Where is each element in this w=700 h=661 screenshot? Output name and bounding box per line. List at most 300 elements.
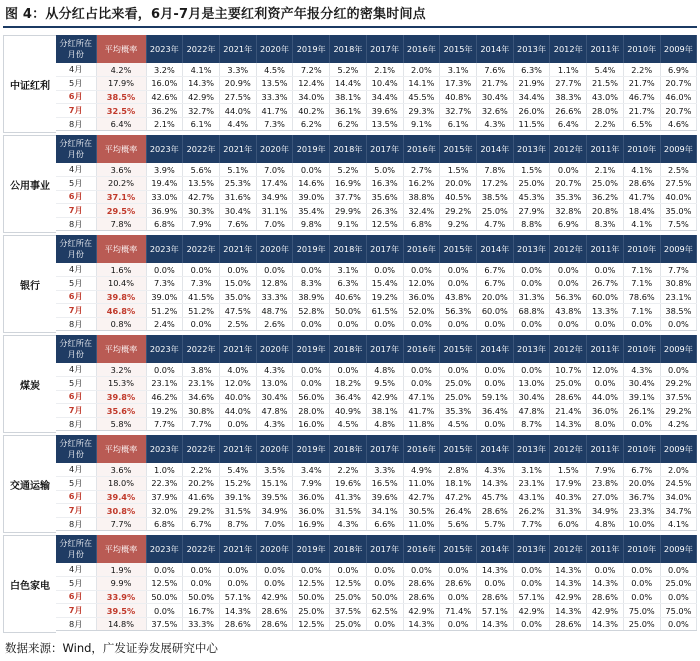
value-cell: 0.0% bbox=[293, 377, 330, 391]
value-cell: 0.0% bbox=[183, 263, 220, 277]
value-cell: 5.1% bbox=[219, 163, 256, 177]
header-year: 2013年 bbox=[513, 435, 550, 463]
header-year: 2019年 bbox=[293, 135, 330, 163]
avg-probability-cell: 39.5% bbox=[96, 604, 146, 618]
value-cell: 26.2% bbox=[513, 504, 550, 518]
value-cell: 5.6% bbox=[183, 163, 220, 177]
value-cell: 0.0% bbox=[330, 563, 367, 577]
header-year: 2013年 bbox=[513, 135, 550, 163]
value-cell: 37.5% bbox=[660, 390, 697, 404]
header-year: 2009年 bbox=[660, 135, 697, 163]
value-cell: 21.9% bbox=[513, 77, 550, 91]
month-cell: 5月 bbox=[56, 377, 96, 391]
avg-probability-cell: 35.6% bbox=[96, 404, 146, 418]
panel-label: 中证红利 bbox=[3, 35, 56, 133]
header-year: 2011年 bbox=[587, 335, 624, 363]
value-cell: 0.0% bbox=[146, 363, 183, 377]
value-cell: 0.0% bbox=[366, 617, 403, 631]
value-cell: 40.8% bbox=[440, 90, 477, 104]
value-cell: 0.0% bbox=[219, 263, 256, 277]
value-cell: 36.0% bbox=[587, 404, 624, 418]
value-cell: 0.0% bbox=[623, 590, 660, 604]
value-cell: 60.0% bbox=[476, 304, 513, 318]
value-cell: 68.8% bbox=[513, 304, 550, 318]
value-cell: 27.7% bbox=[550, 77, 587, 91]
avg-probability-cell: 33.9% bbox=[96, 590, 146, 604]
value-cell: 71.4% bbox=[440, 604, 477, 618]
value-cell: 25.0% bbox=[293, 604, 330, 618]
panel-2 bbox=[3, 235, 697, 333]
value-cell: 5.7% bbox=[476, 517, 513, 531]
value-cell: 0.0% bbox=[476, 577, 513, 591]
source-note: 数据来源：Wind，广发证券发展研究中心 bbox=[5, 641, 218, 655]
value-cell: 31.3% bbox=[550, 504, 587, 518]
month-cell: 5月 bbox=[56, 577, 96, 591]
value-cell: 36.7% bbox=[623, 490, 660, 504]
value-cell: 56.3% bbox=[550, 290, 587, 304]
value-cell: 28.6% bbox=[256, 604, 293, 618]
value-cell: 4.3% bbox=[330, 517, 367, 531]
header-month: 分红所在月份 bbox=[56, 35, 96, 63]
value-cell: 0.0% bbox=[183, 563, 220, 577]
header-year: 2014年 bbox=[476, 35, 513, 63]
value-cell: 40.0% bbox=[219, 390, 256, 404]
table-row bbox=[56, 104, 697, 118]
value-cell: 4.0% bbox=[219, 363, 256, 377]
value-cell: 0.0% bbox=[660, 563, 697, 577]
value-cell: 4.5% bbox=[256, 63, 293, 77]
dividend-table bbox=[56, 135, 697, 231]
value-cell: 28.6% bbox=[550, 617, 587, 631]
value-cell: 3.1% bbox=[440, 63, 477, 77]
month-cell: 7月 bbox=[56, 104, 96, 118]
value-cell: 3.3% bbox=[366, 463, 403, 477]
month-cell: 7月 bbox=[56, 604, 96, 618]
value-cell: 33.3% bbox=[183, 617, 220, 631]
value-cell: 47.5% bbox=[219, 304, 256, 318]
month-cell: 7月 bbox=[56, 404, 96, 418]
value-cell: 61.5% bbox=[366, 304, 403, 318]
value-cell: 4.3% bbox=[476, 117, 513, 131]
value-cell: 2.2% bbox=[183, 463, 220, 477]
value-cell: 6.5% bbox=[623, 117, 660, 131]
value-cell: 2.4% bbox=[146, 317, 183, 331]
header-year: 2015年 bbox=[440, 135, 477, 163]
value-cell: 30.4% bbox=[513, 390, 550, 404]
value-cell: 0.0% bbox=[256, 563, 293, 577]
value-cell: 57.1% bbox=[476, 604, 513, 618]
header-year: 2018年 bbox=[330, 35, 367, 63]
table-row bbox=[56, 617, 697, 631]
value-cell: 9.2% bbox=[440, 217, 477, 231]
value-cell: 6.6% bbox=[366, 517, 403, 531]
value-cell: 2.1% bbox=[366, 63, 403, 77]
month-cell: 4月 bbox=[56, 463, 96, 477]
value-cell: 75.0% bbox=[623, 604, 660, 618]
header-month: 分红所在月份 bbox=[56, 235, 96, 263]
panel-label: 交通运输 bbox=[3, 435, 56, 533]
value-cell: 50.0% bbox=[330, 304, 367, 318]
value-cell: 28.6% bbox=[440, 577, 477, 591]
avg-probability-cell: 18.0% bbox=[96, 477, 146, 491]
value-cell: 7.6% bbox=[476, 63, 513, 77]
value-cell: 39.6% bbox=[366, 104, 403, 118]
value-cell: 57.1% bbox=[513, 590, 550, 604]
value-cell: 75.0% bbox=[660, 604, 697, 618]
header-year: 2017年 bbox=[366, 535, 403, 563]
header-avg-probability: 平均概率 bbox=[96, 235, 146, 263]
value-cell: 14.3% bbox=[183, 77, 220, 91]
value-cell: 27.5% bbox=[219, 90, 256, 104]
value-cell: 26.7% bbox=[587, 277, 624, 291]
value-cell: 14.3% bbox=[587, 617, 624, 631]
value-cell: 30.8% bbox=[660, 277, 697, 291]
value-cell: 9.1% bbox=[330, 217, 367, 231]
value-cell: 40.0% bbox=[660, 190, 697, 204]
header-year: 2022年 bbox=[183, 435, 220, 463]
header-year: 2023年 bbox=[146, 35, 183, 63]
table-row bbox=[56, 63, 697, 77]
value-cell: 1.0% bbox=[146, 463, 183, 477]
month-cell: 8月 bbox=[56, 517, 96, 531]
value-cell: 7.0% bbox=[256, 517, 293, 531]
value-cell: 25.0% bbox=[330, 590, 367, 604]
value-cell: 5.2% bbox=[330, 163, 367, 177]
header-year: 2013年 bbox=[513, 535, 550, 563]
value-cell: 6.1% bbox=[440, 117, 477, 131]
value-cell: 34.9% bbox=[256, 504, 293, 518]
panel-0 bbox=[3, 35, 697, 133]
value-cell: 41.7% bbox=[623, 190, 660, 204]
value-cell: 25.0% bbox=[660, 577, 697, 591]
header-row bbox=[56, 35, 697, 63]
value-cell: 0.0% bbox=[256, 577, 293, 591]
value-cell: 13.0% bbox=[256, 377, 293, 391]
value-cell: 3.1% bbox=[513, 463, 550, 477]
value-cell: 0.0% bbox=[440, 263, 477, 277]
value-cell: 6.4% bbox=[550, 117, 587, 131]
value-cell: 2.8% bbox=[440, 463, 477, 477]
avg-probability-cell: 4.2% bbox=[96, 63, 146, 77]
value-cell: 12.8% bbox=[256, 277, 293, 291]
value-cell: 0.0% bbox=[550, 317, 587, 331]
value-cell: 25.0% bbox=[513, 177, 550, 191]
value-cell: 10.0% bbox=[623, 517, 660, 531]
value-cell: 31.6% bbox=[219, 190, 256, 204]
value-cell: 0.0% bbox=[440, 590, 477, 604]
value-cell: 25.0% bbox=[587, 177, 624, 191]
header-year: 2012年 bbox=[550, 135, 587, 163]
table-row bbox=[56, 263, 697, 277]
header-year: 2012年 bbox=[550, 35, 587, 63]
value-cell: 6.3% bbox=[330, 277, 367, 291]
header-year: 2010年 bbox=[623, 35, 660, 63]
value-cell: 0.0% bbox=[293, 263, 330, 277]
header-year: 2015年 bbox=[440, 535, 477, 563]
value-cell: 0.0% bbox=[587, 377, 624, 391]
month-cell: 5月 bbox=[56, 77, 96, 91]
title-divider bbox=[3, 26, 697, 28]
month-cell: 6月 bbox=[56, 190, 96, 204]
avg-probability-cell: 9.9% bbox=[96, 577, 146, 591]
value-cell: 46.7% bbox=[623, 90, 660, 104]
value-cell: 31.5% bbox=[219, 504, 256, 518]
month-cell: 7月 bbox=[56, 204, 96, 218]
value-cell: 40.9% bbox=[330, 404, 367, 418]
value-cell: 35.3% bbox=[550, 190, 587, 204]
value-cell: 14.3% bbox=[550, 604, 587, 618]
value-cell: 2.1% bbox=[146, 117, 183, 131]
value-cell: 43.8% bbox=[440, 290, 477, 304]
value-cell: 35.0% bbox=[660, 204, 697, 218]
value-cell: 6.0% bbox=[550, 517, 587, 531]
header-year: 2015年 bbox=[440, 335, 477, 363]
value-cell: 7.7% bbox=[183, 417, 220, 431]
value-cell: 42.7% bbox=[183, 190, 220, 204]
value-cell: 7.0% bbox=[256, 163, 293, 177]
table-row bbox=[56, 204, 697, 218]
value-cell: 12.0% bbox=[403, 277, 440, 291]
header-year: 2023年 bbox=[146, 535, 183, 563]
value-cell: 37.5% bbox=[146, 617, 183, 631]
value-cell: 23.1% bbox=[660, 290, 697, 304]
value-cell: 4.1% bbox=[623, 163, 660, 177]
header-year: 2015年 bbox=[440, 35, 477, 63]
value-cell: 42.9% bbox=[366, 390, 403, 404]
dividend-table bbox=[56, 235, 697, 331]
value-cell: 4.3% bbox=[476, 463, 513, 477]
header-year: 2013年 bbox=[513, 335, 550, 363]
value-cell: 35.6% bbox=[366, 190, 403, 204]
header-year: 2014年 bbox=[476, 135, 513, 163]
header-month: 分红所在月份 bbox=[56, 135, 96, 163]
value-cell: 39.5% bbox=[256, 490, 293, 504]
value-cell: 57.1% bbox=[219, 590, 256, 604]
header-row bbox=[56, 135, 697, 163]
value-cell: 0.0% bbox=[550, 277, 587, 291]
value-cell: 0.0% bbox=[513, 363, 550, 377]
value-cell: 12.5% bbox=[293, 617, 330, 631]
value-cell: 4.8% bbox=[366, 417, 403, 431]
value-cell: 0.0% bbox=[513, 263, 550, 277]
value-cell: 6.9% bbox=[660, 63, 697, 77]
header-year: 2020年 bbox=[256, 135, 293, 163]
value-cell: 51.2% bbox=[183, 304, 220, 318]
header-row bbox=[56, 535, 697, 563]
avg-probability-cell: 37.1% bbox=[96, 190, 146, 204]
value-cell: 9.5% bbox=[366, 377, 403, 391]
value-cell: 3.9% bbox=[146, 163, 183, 177]
value-cell: 0.0% bbox=[330, 317, 367, 331]
value-cell: 2.5% bbox=[660, 163, 697, 177]
month-cell: 6月 bbox=[56, 90, 96, 104]
value-cell: 36.4% bbox=[330, 390, 367, 404]
value-cell: 0.0% bbox=[440, 317, 477, 331]
table-row bbox=[56, 463, 697, 477]
value-cell: 19.2% bbox=[146, 404, 183, 418]
value-cell: 25.0% bbox=[440, 377, 477, 391]
table-row bbox=[56, 477, 697, 491]
header-year: 2017年 bbox=[366, 35, 403, 63]
value-cell: 17.9% bbox=[550, 477, 587, 491]
header-year: 2012年 bbox=[550, 335, 587, 363]
header-month: 分红所在月份 bbox=[56, 535, 96, 563]
header-year: 2023年 bbox=[146, 335, 183, 363]
value-cell: 0.0% bbox=[476, 317, 513, 331]
value-cell: 25.3% bbox=[219, 177, 256, 191]
value-cell: 12.0% bbox=[219, 377, 256, 391]
value-cell: 16.3% bbox=[366, 177, 403, 191]
value-cell: 37.9% bbox=[146, 490, 183, 504]
value-cell: 8.0% bbox=[587, 417, 624, 431]
value-cell: 27.5% bbox=[660, 177, 697, 191]
value-cell: 23.1% bbox=[146, 377, 183, 391]
header-avg-probability: 平均概率 bbox=[96, 35, 146, 63]
value-cell: 13.3% bbox=[587, 304, 624, 318]
value-cell: 7.1% bbox=[623, 263, 660, 277]
value-cell: 34.0% bbox=[660, 490, 697, 504]
value-cell: 36.4% bbox=[476, 404, 513, 418]
value-cell: 4.1% bbox=[660, 517, 697, 531]
value-cell: 0.0% bbox=[440, 277, 477, 291]
value-cell: 42.9% bbox=[587, 604, 624, 618]
value-cell: 52.0% bbox=[403, 304, 440, 318]
value-cell: 4.3% bbox=[623, 363, 660, 377]
value-cell: 0.0% bbox=[366, 317, 403, 331]
value-cell: 32.7% bbox=[440, 104, 477, 118]
value-cell: 31.1% bbox=[256, 204, 293, 218]
value-cell: 4.7% bbox=[476, 217, 513, 231]
header-year: 2016年 bbox=[403, 535, 440, 563]
value-cell: 28.6% bbox=[623, 177, 660, 191]
value-cell: 0.0% bbox=[366, 577, 403, 591]
value-cell: 36.0% bbox=[293, 490, 330, 504]
value-cell: 0.0% bbox=[660, 363, 697, 377]
month-cell: 5月 bbox=[56, 477, 96, 491]
value-cell: 7.7% bbox=[146, 417, 183, 431]
value-cell: 59.1% bbox=[476, 390, 513, 404]
value-cell: 2.2% bbox=[330, 463, 367, 477]
value-cell: 0.0% bbox=[476, 377, 513, 391]
header-year: 2017年 bbox=[366, 435, 403, 463]
panel-label: 银行 bbox=[3, 235, 56, 333]
value-cell: 21.5% bbox=[587, 77, 624, 91]
header-year: 2018年 bbox=[330, 235, 367, 263]
value-cell: 29.2% bbox=[660, 377, 697, 391]
table-row bbox=[56, 504, 697, 518]
header-year: 2022年 bbox=[183, 535, 220, 563]
value-cell: 13.0% bbox=[513, 377, 550, 391]
value-cell: 0.0% bbox=[183, 577, 220, 591]
value-cell: 7.9% bbox=[183, 217, 220, 231]
header-year: 2011年 bbox=[587, 35, 624, 63]
month-cell: 7月 bbox=[56, 504, 96, 518]
value-cell: 27.0% bbox=[587, 490, 624, 504]
value-cell: 9.1% bbox=[403, 117, 440, 131]
value-cell: 7.2% bbox=[293, 63, 330, 77]
panel-label: 公用事业 bbox=[3, 135, 56, 233]
value-cell: 34.4% bbox=[366, 90, 403, 104]
value-cell: 19.6% bbox=[330, 477, 367, 491]
value-cell: 3.4% bbox=[293, 463, 330, 477]
avg-probability-cell: 3.6% bbox=[96, 163, 146, 177]
value-cell: 33.0% bbox=[146, 190, 183, 204]
header-year: 2021年 bbox=[219, 335, 256, 363]
value-cell: 11.5% bbox=[513, 117, 550, 131]
value-cell: 7.5% bbox=[660, 217, 697, 231]
header-year: 2019年 bbox=[293, 35, 330, 63]
value-cell: 0.0% bbox=[476, 417, 513, 431]
value-cell: 25.0% bbox=[550, 377, 587, 391]
value-cell: 14.4% bbox=[330, 77, 367, 91]
avg-probability-cell: 1.9% bbox=[96, 563, 146, 577]
value-cell: 2.2% bbox=[623, 63, 660, 77]
value-cell: 0.0% bbox=[440, 617, 477, 631]
value-cell: 40.6% bbox=[330, 290, 367, 304]
value-cell: 2.0% bbox=[403, 63, 440, 77]
value-cell: 0.0% bbox=[293, 363, 330, 377]
header-year: 2010年 bbox=[623, 135, 660, 163]
header-year: 2018年 bbox=[330, 335, 367, 363]
value-cell: 7.9% bbox=[587, 463, 624, 477]
header-year: 2016年 bbox=[403, 135, 440, 163]
header-year: 2020年 bbox=[256, 435, 293, 463]
month-cell: 6月 bbox=[56, 490, 96, 504]
table-row bbox=[56, 377, 697, 391]
table-row bbox=[56, 590, 697, 604]
value-cell: 16.9% bbox=[330, 177, 367, 191]
value-cell: 17.4% bbox=[256, 177, 293, 191]
header-year: 2015年 bbox=[440, 235, 477, 263]
value-cell: 20.0% bbox=[476, 290, 513, 304]
header-year: 2018年 bbox=[330, 535, 367, 563]
value-cell: 30.4% bbox=[623, 377, 660, 391]
header-year: 2019年 bbox=[293, 535, 330, 563]
value-cell: 25.0% bbox=[330, 617, 367, 631]
value-cell: 4.6% bbox=[660, 117, 697, 131]
value-cell: 25.0% bbox=[623, 617, 660, 631]
avg-probability-cell: 39.4% bbox=[96, 490, 146, 504]
value-cell: 0.0% bbox=[513, 617, 550, 631]
value-cell: 39.0% bbox=[146, 290, 183, 304]
value-cell: 0.0% bbox=[293, 563, 330, 577]
header-avg-probability: 平均概率 bbox=[96, 435, 146, 463]
value-cell: 28.6% bbox=[550, 390, 587, 404]
value-cell: 4.9% bbox=[403, 463, 440, 477]
value-cell: 42.9% bbox=[403, 604, 440, 618]
value-cell: 14.3% bbox=[550, 577, 587, 591]
month-cell: 5月 bbox=[56, 177, 96, 191]
dividend-table bbox=[56, 335, 697, 431]
value-cell: 42.6% bbox=[146, 90, 183, 104]
value-cell: 20.0% bbox=[440, 177, 477, 191]
value-cell: 4.1% bbox=[183, 63, 220, 77]
value-cell: 28.6% bbox=[587, 590, 624, 604]
value-cell: 50.0% bbox=[293, 590, 330, 604]
value-cell: 7.1% bbox=[623, 304, 660, 318]
value-cell: 2.6% bbox=[256, 317, 293, 331]
value-cell: 0.0% bbox=[660, 317, 697, 331]
value-cell: 12.5% bbox=[146, 577, 183, 591]
value-cell: 39.6% bbox=[366, 490, 403, 504]
value-cell: 0.0% bbox=[440, 363, 477, 377]
value-cell: 6.8% bbox=[146, 217, 183, 231]
value-cell: 8.7% bbox=[513, 417, 550, 431]
value-cell: 23.1% bbox=[183, 377, 220, 391]
value-cell: 34.6% bbox=[183, 390, 220, 404]
value-cell: 0.0% bbox=[219, 417, 256, 431]
value-cell: 16.2% bbox=[403, 177, 440, 191]
